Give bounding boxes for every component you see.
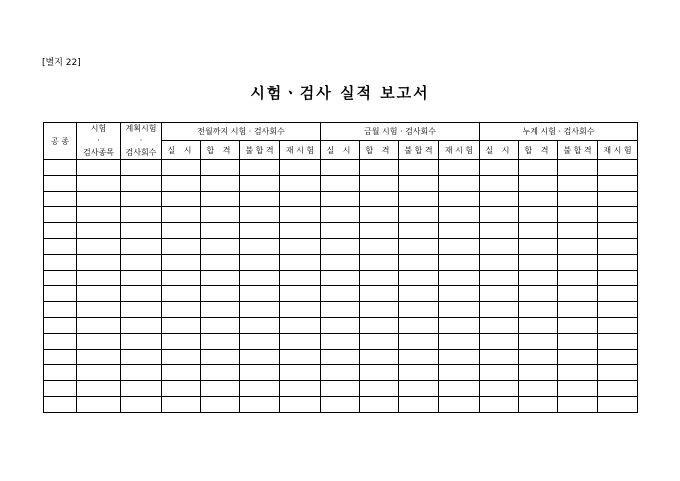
table-cell bbox=[480, 349, 519, 365]
table-cell bbox=[598, 223, 638, 239]
table-cell bbox=[44, 286, 77, 302]
table-cell bbox=[162, 286, 201, 302]
table-cell bbox=[360, 191, 399, 207]
table-cell bbox=[360, 349, 399, 365]
table-cell bbox=[201, 270, 240, 286]
table-cell bbox=[519, 207, 558, 223]
table-cell bbox=[439, 317, 480, 333]
table-cell bbox=[321, 175, 360, 191]
table-cell bbox=[360, 333, 399, 349]
report-table bbox=[43, 122, 638, 413]
document-title: 시험ㆍ검사 실적 보고서 bbox=[250, 84, 430, 102]
table-cell bbox=[280, 349, 321, 365]
table-cell bbox=[321, 333, 360, 349]
table-cell bbox=[201, 396, 240, 412]
table-cell bbox=[558, 191, 598, 207]
table-row bbox=[44, 286, 638, 302]
table-cell bbox=[240, 223, 280, 239]
table-cell bbox=[44, 175, 77, 191]
table-cell bbox=[519, 381, 558, 397]
table-row bbox=[44, 317, 638, 333]
table-cell bbox=[439, 207, 480, 223]
table-cell bbox=[321, 223, 360, 239]
table-cell bbox=[201, 175, 240, 191]
table-cell bbox=[598, 207, 638, 223]
table-cell bbox=[598, 270, 638, 286]
table-cell bbox=[519, 396, 558, 412]
table-cell bbox=[360, 381, 399, 397]
table-cell bbox=[280, 238, 321, 254]
table-cell bbox=[162, 207, 201, 223]
table-cell bbox=[77, 396, 121, 412]
prev-sub-header: 실 시 bbox=[162, 141, 201, 160]
table-cell bbox=[360, 317, 399, 333]
table-cell bbox=[360, 254, 399, 270]
table-cell bbox=[439, 333, 480, 349]
table-cell bbox=[44, 223, 77, 239]
table-cell bbox=[121, 223, 162, 239]
table-cell bbox=[598, 175, 638, 191]
table-cell bbox=[240, 333, 280, 349]
table-cell bbox=[598, 349, 638, 365]
table-cell bbox=[360, 160, 399, 176]
table-cell bbox=[77, 381, 121, 397]
table-cell bbox=[439, 396, 480, 412]
table-cell bbox=[519, 223, 558, 239]
table-cell bbox=[280, 317, 321, 333]
table-cell bbox=[44, 365, 77, 381]
table-cell bbox=[162, 396, 201, 412]
table-cell bbox=[44, 333, 77, 349]
table-cell bbox=[321, 317, 360, 333]
table-cell bbox=[480, 191, 519, 207]
table-cell bbox=[360, 238, 399, 254]
table-cell bbox=[360, 223, 399, 239]
table-cell bbox=[280, 286, 321, 302]
table-row bbox=[44, 381, 638, 397]
table-cell bbox=[44, 396, 77, 412]
table-cell bbox=[399, 317, 439, 333]
table-cell bbox=[480, 381, 519, 397]
table-cell bbox=[321, 365, 360, 381]
table-cell bbox=[121, 286, 162, 302]
table-cell bbox=[280, 223, 321, 239]
table-cell bbox=[240, 302, 280, 318]
table-cell bbox=[201, 207, 240, 223]
table-cell bbox=[321, 238, 360, 254]
table-cell bbox=[44, 381, 77, 397]
table-cell bbox=[558, 302, 598, 318]
table-cell bbox=[360, 207, 399, 223]
table-cell bbox=[399, 207, 439, 223]
table-cell bbox=[598, 191, 638, 207]
table-cell bbox=[121, 270, 162, 286]
table-cell bbox=[558, 238, 598, 254]
prev-sub-header: 합 격 bbox=[201, 141, 240, 160]
table-cell bbox=[399, 286, 439, 302]
table-cell bbox=[280, 270, 321, 286]
table-cell bbox=[399, 270, 439, 286]
header-group-curr: 금월 시험 · 검사회수 bbox=[321, 123, 480, 141]
table-cell bbox=[77, 254, 121, 270]
table-cell bbox=[44, 238, 77, 254]
table-row bbox=[44, 175, 638, 191]
table-cell bbox=[439, 238, 480, 254]
table-cell bbox=[321, 191, 360, 207]
table-cell bbox=[439, 349, 480, 365]
curr-sub-header: 재 시 험 bbox=[439, 141, 480, 160]
table-row bbox=[44, 396, 638, 412]
table-cell bbox=[280, 207, 321, 223]
table-cell bbox=[558, 175, 598, 191]
table-row bbox=[44, 191, 638, 207]
table-cell bbox=[558, 349, 598, 365]
table-cell bbox=[77, 333, 121, 349]
header-plan-top: 계획시험 bbox=[125, 124, 157, 133]
header-test-top: 시험 bbox=[90, 124, 107, 133]
table-cell bbox=[77, 349, 121, 365]
table-row bbox=[44, 254, 638, 270]
table-body bbox=[44, 160, 638, 413]
table-cell bbox=[121, 175, 162, 191]
table-cell bbox=[519, 191, 558, 207]
table-cell bbox=[439, 160, 480, 176]
table-cell bbox=[162, 302, 201, 318]
table-cell bbox=[201, 238, 240, 254]
table-cell bbox=[201, 191, 240, 207]
header-group-total: 누계 시험 · 검사회수 bbox=[480, 123, 638, 141]
table-cell bbox=[201, 317, 240, 333]
table-cell bbox=[162, 317, 201, 333]
table-cell bbox=[519, 333, 558, 349]
table-cell bbox=[439, 175, 480, 191]
total-sub-header: 불 합 격 bbox=[558, 141, 598, 160]
table-cell bbox=[321, 381, 360, 397]
table-cell bbox=[321, 207, 360, 223]
table-cell bbox=[77, 365, 121, 381]
table-cell bbox=[121, 207, 162, 223]
table-row bbox=[44, 223, 638, 239]
table-cell bbox=[399, 175, 439, 191]
table-cell bbox=[558, 223, 598, 239]
table-cell bbox=[201, 223, 240, 239]
table-cell bbox=[399, 302, 439, 318]
table-cell bbox=[201, 160, 240, 176]
table-cell bbox=[598, 254, 638, 270]
table-cell bbox=[280, 365, 321, 381]
table-row bbox=[44, 302, 638, 318]
curr-sub-header: 불 합 격 bbox=[399, 141, 439, 160]
table-cell bbox=[598, 333, 638, 349]
header-plan-bottom: 검사회수 bbox=[125, 148, 157, 157]
table-cell bbox=[240, 175, 280, 191]
table-cell bbox=[399, 223, 439, 239]
table-cell bbox=[121, 302, 162, 318]
table-cell bbox=[480, 238, 519, 254]
table-cell bbox=[360, 270, 399, 286]
table-cell bbox=[598, 302, 638, 318]
curr-sub-header: 실 시 bbox=[321, 141, 360, 160]
table-cell bbox=[558, 160, 598, 176]
table-cell bbox=[598, 365, 638, 381]
table-cell bbox=[77, 223, 121, 239]
table-cell bbox=[44, 191, 77, 207]
table-cell bbox=[519, 286, 558, 302]
table-cell bbox=[77, 160, 121, 176]
table-cell bbox=[439, 302, 480, 318]
table-cell bbox=[439, 254, 480, 270]
table-cell bbox=[77, 238, 121, 254]
table-cell bbox=[240, 396, 280, 412]
table-cell bbox=[439, 365, 480, 381]
table-cell bbox=[321, 254, 360, 270]
table-cell bbox=[519, 254, 558, 270]
table-cell bbox=[558, 254, 598, 270]
table-cell bbox=[162, 381, 201, 397]
table-cell bbox=[201, 286, 240, 302]
header-plan-count bbox=[121, 123, 162, 160]
table-cell bbox=[519, 238, 558, 254]
table-cell bbox=[162, 365, 201, 381]
table-cell bbox=[44, 270, 77, 286]
table-cell bbox=[399, 349, 439, 365]
table-cell bbox=[162, 349, 201, 365]
table-cell bbox=[558, 396, 598, 412]
table-cell bbox=[121, 381, 162, 397]
table-cell bbox=[321, 286, 360, 302]
table-cell bbox=[480, 286, 519, 302]
table-cell bbox=[44, 207, 77, 223]
table-cell bbox=[280, 302, 321, 318]
table-cell bbox=[121, 396, 162, 412]
table-cell bbox=[240, 381, 280, 397]
table-cell bbox=[399, 254, 439, 270]
form-number: [별지 22] bbox=[42, 58, 81, 68]
header-test-mid: · bbox=[97, 136, 100, 145]
table-cell bbox=[598, 317, 638, 333]
table-cell bbox=[399, 381, 439, 397]
table-row bbox=[44, 333, 638, 349]
table-cell bbox=[360, 396, 399, 412]
table-cell bbox=[558, 270, 598, 286]
table-cell bbox=[280, 396, 321, 412]
table-cell bbox=[519, 175, 558, 191]
table-cell bbox=[201, 349, 240, 365]
table-cell bbox=[399, 365, 439, 381]
table-cell bbox=[240, 317, 280, 333]
table-cell bbox=[399, 191, 439, 207]
table-cell bbox=[77, 302, 121, 318]
table-cell bbox=[240, 254, 280, 270]
table-cell bbox=[77, 191, 121, 207]
total-sub-header: 실 시 bbox=[480, 141, 519, 160]
table-cell bbox=[162, 223, 201, 239]
table-cell bbox=[480, 223, 519, 239]
table-cell bbox=[240, 349, 280, 365]
table-cell bbox=[480, 175, 519, 191]
table-cell bbox=[44, 160, 77, 176]
table-cell bbox=[121, 317, 162, 333]
table-cell bbox=[519, 349, 558, 365]
table-cell bbox=[44, 302, 77, 318]
table-cell bbox=[598, 396, 638, 412]
table-cell bbox=[121, 365, 162, 381]
prev-sub-header: 불 합 격 bbox=[240, 141, 280, 160]
table-cell bbox=[121, 349, 162, 365]
table-cell bbox=[321, 396, 360, 412]
table-cell bbox=[240, 160, 280, 176]
table-cell bbox=[598, 238, 638, 254]
table-cell bbox=[321, 160, 360, 176]
table-cell bbox=[321, 349, 360, 365]
table-cell bbox=[201, 381, 240, 397]
header-gongjong: 공 종 bbox=[44, 123, 77, 160]
table-cell bbox=[598, 286, 638, 302]
table-cell bbox=[240, 270, 280, 286]
table-cell bbox=[280, 160, 321, 176]
table-cell bbox=[121, 160, 162, 176]
table-cell bbox=[240, 238, 280, 254]
table-cell bbox=[558, 317, 598, 333]
curr-sub-header: 합 격 bbox=[360, 141, 399, 160]
table-cell bbox=[201, 365, 240, 381]
table-cell bbox=[558, 365, 598, 381]
header-test-bottom: 검사종목 bbox=[83, 148, 114, 157]
prev-sub-header: 재 시 험 bbox=[280, 141, 321, 160]
table-cell bbox=[240, 286, 280, 302]
table-cell bbox=[77, 317, 121, 333]
table-cell bbox=[439, 191, 480, 207]
table-cell bbox=[280, 381, 321, 397]
table-cell bbox=[201, 333, 240, 349]
table-cell bbox=[44, 254, 77, 270]
table-cell bbox=[201, 254, 240, 270]
header-test-item bbox=[77, 123, 121, 160]
table-row bbox=[44, 160, 638, 176]
table-cell bbox=[121, 238, 162, 254]
table-cell bbox=[360, 365, 399, 381]
table-cell bbox=[399, 238, 439, 254]
table-cell bbox=[480, 317, 519, 333]
table-cell bbox=[360, 302, 399, 318]
table-cell bbox=[480, 270, 519, 286]
table-cell bbox=[77, 207, 121, 223]
table-cell bbox=[321, 302, 360, 318]
table-row bbox=[44, 238, 638, 254]
table-cell bbox=[439, 381, 480, 397]
table-cell bbox=[201, 302, 240, 318]
table-cell bbox=[519, 302, 558, 318]
table-cell bbox=[480, 333, 519, 349]
table-cell bbox=[480, 302, 519, 318]
table-cell bbox=[240, 191, 280, 207]
table-cell bbox=[558, 207, 598, 223]
table-cell bbox=[439, 270, 480, 286]
total-sub-header: 합 격 bbox=[519, 141, 558, 160]
table-cell bbox=[480, 160, 519, 176]
table-cell bbox=[519, 365, 558, 381]
table-cell bbox=[162, 175, 201, 191]
header-plan-mid: · bbox=[139, 136, 143, 145]
table-cell bbox=[44, 349, 77, 365]
table-cell bbox=[121, 333, 162, 349]
table-cell bbox=[480, 254, 519, 270]
table-cell bbox=[162, 191, 201, 207]
table-cell bbox=[519, 270, 558, 286]
table-row bbox=[44, 270, 638, 286]
table-cell bbox=[399, 333, 439, 349]
table-cell bbox=[598, 160, 638, 176]
table-cell bbox=[480, 396, 519, 412]
table-cell bbox=[280, 254, 321, 270]
table-cell bbox=[77, 270, 121, 286]
table-cell bbox=[558, 286, 598, 302]
table-cell bbox=[280, 175, 321, 191]
table-cell bbox=[77, 286, 121, 302]
table-cell bbox=[240, 365, 280, 381]
table-cell bbox=[280, 191, 321, 207]
table-cell bbox=[77, 175, 121, 191]
table-cell bbox=[439, 223, 480, 239]
table-row bbox=[44, 349, 638, 365]
table-cell bbox=[121, 191, 162, 207]
table-cell bbox=[598, 381, 638, 397]
table-cell bbox=[480, 207, 519, 223]
table-cell bbox=[162, 333, 201, 349]
table-cell bbox=[162, 238, 201, 254]
table-cell bbox=[321, 270, 360, 286]
table-cell bbox=[399, 396, 439, 412]
table-cell bbox=[519, 317, 558, 333]
table-row bbox=[44, 207, 638, 223]
table-cell bbox=[558, 381, 598, 397]
table-cell bbox=[399, 160, 439, 176]
table-cell bbox=[240, 207, 280, 223]
header-group-prev: 전월까지 시험 · 검사회수 bbox=[162, 123, 321, 141]
table-cell bbox=[558, 333, 598, 349]
table-cell bbox=[280, 333, 321, 349]
table-cell bbox=[162, 254, 201, 270]
table-cell bbox=[439, 286, 480, 302]
table-cell bbox=[162, 270, 201, 286]
table-cell bbox=[480, 365, 519, 381]
table-cell bbox=[162, 160, 201, 176]
table-row bbox=[44, 365, 638, 381]
table-cell bbox=[519, 160, 558, 176]
table-cell bbox=[44, 317, 77, 333]
total-sub-header: 재 시 험 bbox=[598, 141, 638, 160]
table-cell bbox=[360, 175, 399, 191]
table-cell bbox=[360, 286, 399, 302]
table-cell bbox=[121, 254, 162, 270]
